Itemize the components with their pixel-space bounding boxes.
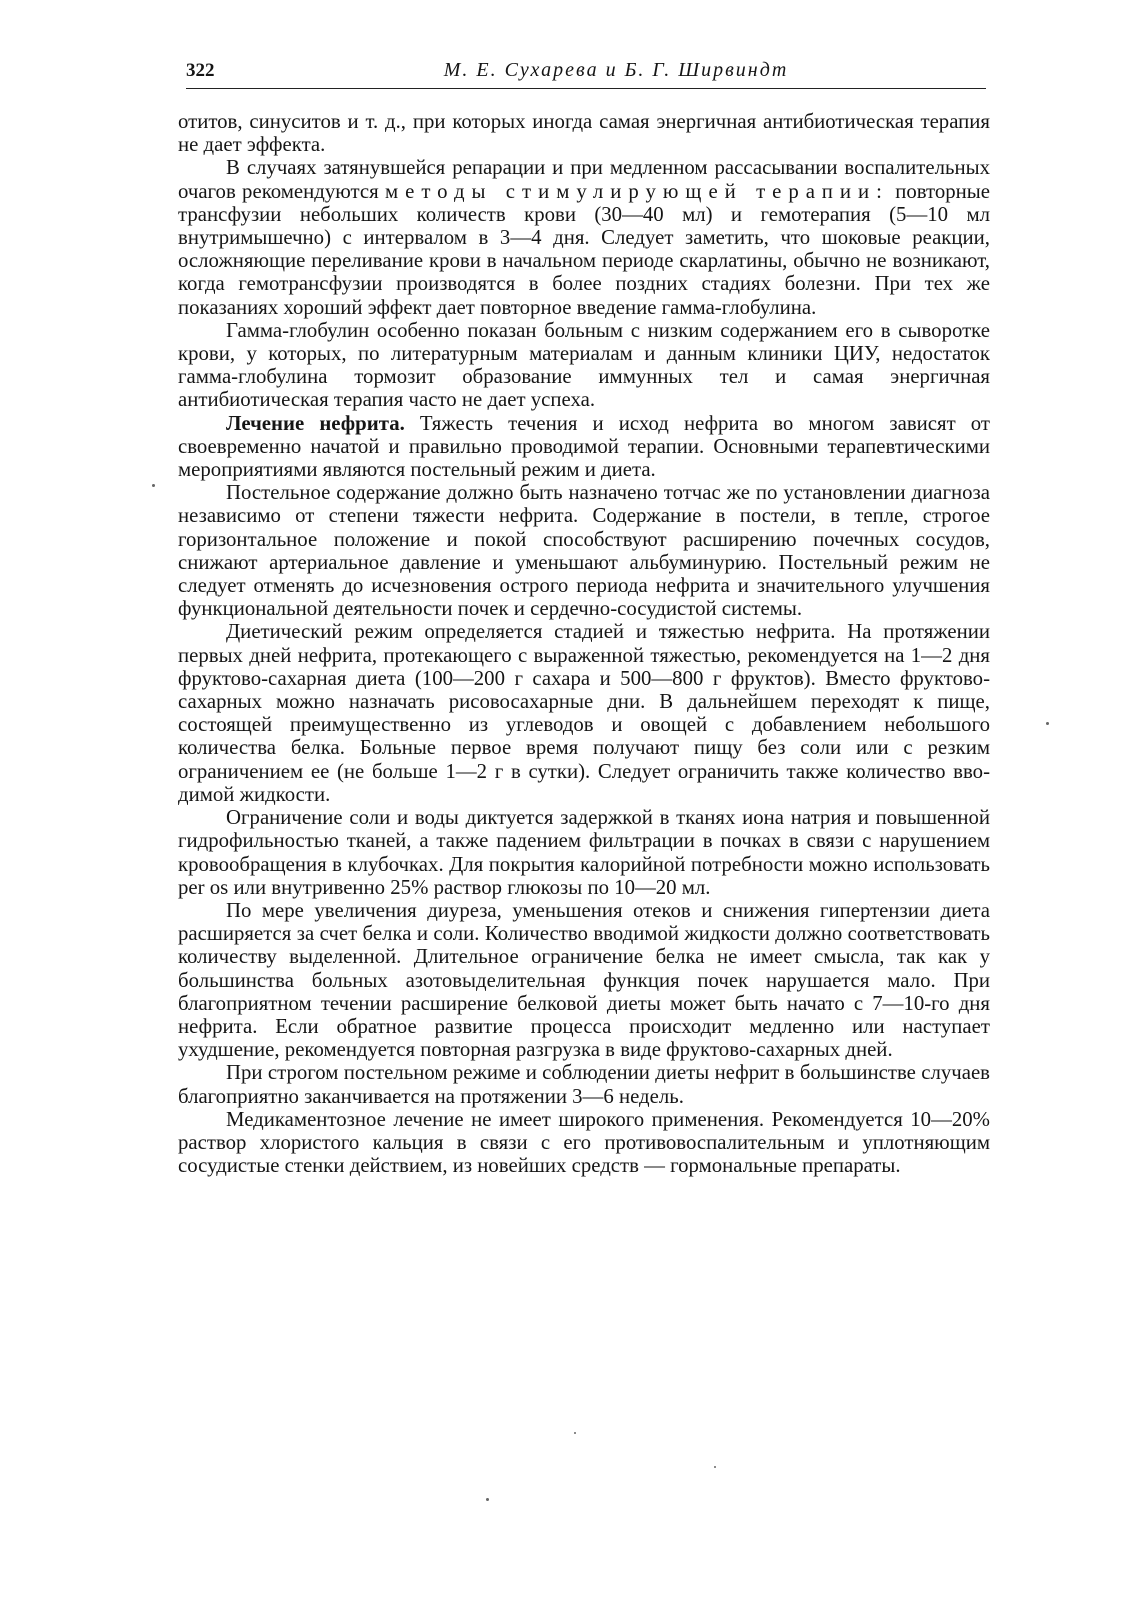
spaced-emphasis: методы стимулирующей терапии: [384,179,889,203]
paragraph-text: В случаях затянувшейся репарации и при медленном рассасывании воспалительных очагов рекомендуются [178,156,990,203]
paragraph-medication: Медикаментозное лечение не имеет широкого применения. Рекомендуется 10—20% раствор хлористого кальция в связи с его противовоспалительным и уплотняющим сосудистые стенки действием, из новейших средств — гормональные препараты. [178,1107,990,1178]
section-heading: Лечение нефрита. [226,411,405,435]
running-head [186,58,986,89]
scan-speck [152,484,155,487]
paragraph-bed-rest: Постельное содержание должно быть назначено тотчас же по установлении диагноза независимо от степени тяжести нефрита. Содержание в постели, в тепле, строгое горизонтальное положение и покой способствуют расширению почечных сосудов, снижают артериальное давление и уменьшают альбуминурию. Постельный режим не следует отменять до исчезновения острого периода нефрита и значительного улучшения функциональной деятельности почек и сердечно-сосудистой системы. [178,481,990,621]
paragraph-text: повторные трансфузии небольших количеств крови (30—40 мл) и гемотерапия (5—10 мл внутримышечно) с интервалом в 3—4 дня. Следует заметить, что шоковые реакции, осложняющие переливание крови в начальном периоде скарлатины, обычно не возникают, когда гемотрансфузии производятся в более поздних стадиях болезни. При тех же показаниях хороший эффект дает повторное введение гамма-глобулина. [178,179,990,319]
paragraph-diuresis: По мере увеличения диуреза, уменьшения отеков и снижения гипертензии диета расширяется за счет белка и соли. Количество вводимой жидкости должно соответствовать количеству выделенной. Длительное ограничение белка не имеет смысла, так как у большинства больных азотовыделительная функция почек нарушается мало. При благоприятном течении расширение белковой диеты может быть начато с 7—10-го дня нефрита. Если обратное развитие процесса происходит медленно или наступает ухудшение, рекомендуется повторная разгрузка в виде фруктово-сахарных дней. [178,898,990,1062]
paragraph-text: Тяжесть течения и исход нефрита во многом зависят от своевременно начатой и правильно проводимой терапии. Основными терапевтическими мероприятиями являются постельный режим и диета. [178,411,990,482]
paragraph-salt-water: Ограничение соли и воды диктуется задержкой в тканях иона натрия и повышенной гидрофильностью тканей, а также падением фильтрации в почках в связи с нарушением кровообращения в клубочках. Для покрытия калорийной потребности можно использовать per os или внутривенно 25% раствор глюкозы по 10—20 мл. [178,806,990,899]
paragraph-nephritis-treatment [178,412,990,482]
running-head-authors: М. Е. Сухарева и Б. Г. Ширвиндт [443,59,789,81]
scan-speck [714,1466,716,1468]
paragraph-prognosis: При строгом постельном режиме и соблюдении диеты нефрит в большинстве случаев благоприятно заканчивается на протяжении 3—6 недель. [178,1061,990,1108]
paragraph-continuation: отитов, синуситов и т. д., при которых иногда самая энергичная антибиотическая терапия не дает эффекта. [178,110,990,157]
paragraph-gamma-globulin: Гамма-глобулин особенно показан больным с низким содержанием его в сыворотке крови, у которых, по литературным материалам и данным клиники ЦИУ, недостаток гамма-глобулина тормозит образование иммунных тел и самая энергичная антибиотическая терапия часто не дает успеха. [178,318,990,412]
paragraph-stimulating-therapy [178,156,990,318]
scan-speck [1046,722,1049,725]
scan-speck [486,1498,489,1501]
paragraph-diet: Диетический режим определяется стадией и тяжестью нефрита. На протяжении первых дней нефрита, протекающего с выраженной тяжестью, рекомендуется на 1—2 дня фруктово-сахарная диета (100—200 г сахара и 500—800 г фруктов). Вместо фруктово-сахарных можно назначать рисовосахарные дни. В дальнейшем переходят к пище, состоящей преимущественно из углеводов и овощей с добавлением небольшого количества белка. Больные первое время получают пищу без соли или с резким ограничением ее (не больше 1—2 г в сутки). Следует ограничить также количество вводимой жидкости. [178,620,990,806]
body-text [178,110,990,1177]
scan-speck [574,1432,576,1434]
page-number: 322 [186,60,215,81]
